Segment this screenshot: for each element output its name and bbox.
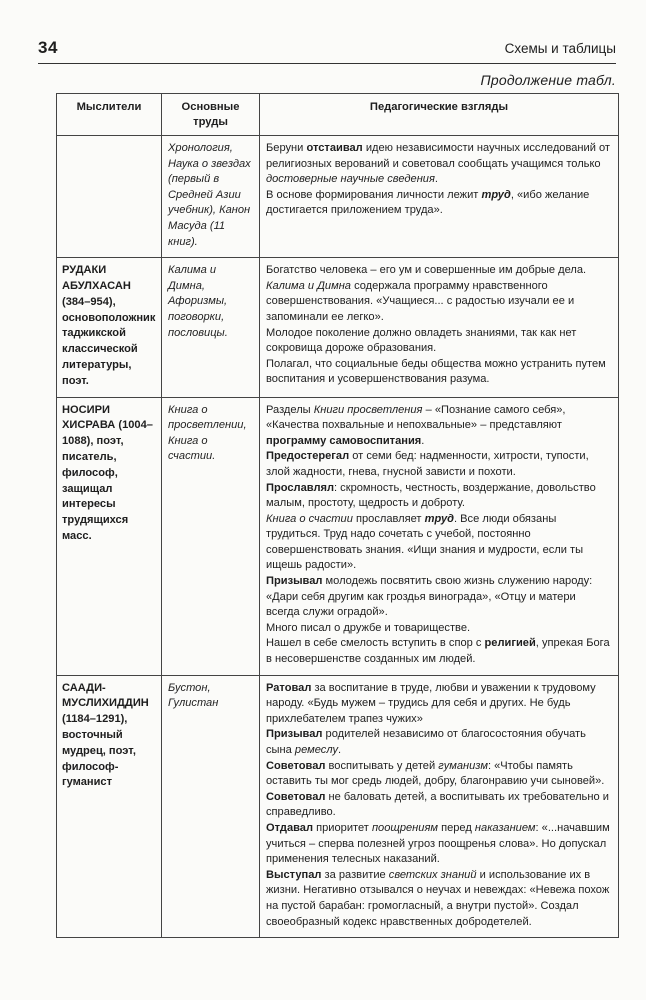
views-paragraph bbox=[266, 512, 612, 574]
views-text: наказанием bbox=[474, 821, 536, 834]
views-paragraph bbox=[266, 141, 612, 188]
thinkers-table bbox=[56, 93, 619, 938]
views-cell bbox=[260, 675, 619, 938]
views-text: Разделы bbox=[266, 403, 314, 416]
views-paragraph bbox=[266, 403, 612, 450]
views-text: В основе формирования личности лежит bbox=[266, 188, 482, 201]
views-text: Отдавал bbox=[266, 821, 314, 834]
views-paragraph bbox=[266, 263, 612, 279]
views-text: программу самовоспитания bbox=[266, 434, 422, 447]
table-continued-label: Продолжение табл. bbox=[480, 72, 616, 88]
column-header-works: Основные труды bbox=[162, 94, 260, 136]
views-text: труд bbox=[424, 512, 454, 525]
views-text: Молодое поколение должно овладеть знаниями, так как нет сокровища дороже образования. bbox=[266, 326, 577, 355]
views-paragraph bbox=[266, 574, 612, 621]
views-text: перед bbox=[438, 821, 475, 834]
running-head: Схемы и таблицы bbox=[504, 41, 616, 56]
views-paragraph bbox=[266, 357, 612, 388]
views-text: и использование их в жизни. Негативно отзывался о неучах и невеждах: «Невежа похож на пустой барабан: громогласный, а внутри пустой». Создал своеобразный кодекс нравственных добродетелей. bbox=[266, 868, 610, 928]
views-paragraph bbox=[266, 279, 612, 326]
views-text: : скромность, честность, воздержание, довольство малым, простоту, щедрость и доброту. bbox=[266, 481, 596, 510]
views-text: : «...начавшим учиться – сперва полезней угроз поощренья слова». Но допускал применения телесных наказаний. bbox=[266, 821, 610, 866]
views-cell bbox=[260, 136, 619, 258]
views-text: поощрениям bbox=[371, 821, 438, 834]
column-header-thinkers: Мыслители bbox=[57, 94, 162, 136]
table-row bbox=[57, 136, 619, 258]
views-text: идею независимости научных исследований от религиозных верований и советовал сообщать учащимся только bbox=[266, 142, 611, 170]
views-text: . bbox=[338, 744, 342, 756]
views-paragraph bbox=[266, 481, 612, 512]
views-text: Полагал, что социальные беды общества можно устранить путем воспитания и усовершенствования разума. bbox=[266, 357, 606, 386]
views-paragraph bbox=[266, 636, 612, 667]
thinker-cell: РУДАКИ АБУЛХАСАН (384–954), основоположник таджикской классической литературы, поэт. bbox=[57, 258, 162, 397]
views-text: воспитывать у детей bbox=[325, 759, 439, 772]
views-text: , «ибо желание достигается приложением труда». bbox=[266, 188, 590, 217]
views-text: . Все люди обязаны трудиться. Труд надо сочетать с учебой, постоянно совершенствовать знания. «Ищи знания и мудрости, если ты ищешь радости». bbox=[266, 512, 584, 572]
views-text: . bbox=[434, 173, 438, 186]
views-paragraph bbox=[266, 681, 612, 728]
views-paragraph bbox=[266, 759, 612, 790]
column-header-views: Педагогические взгляды bbox=[260, 94, 619, 136]
table-header-row bbox=[57, 94, 619, 136]
views-text: достоверные научные сведения bbox=[266, 173, 435, 186]
views-paragraph bbox=[266, 188, 612, 219]
works-cell: Калима и Димна, Афоризмы, поговорки, пословицы. bbox=[162, 258, 260, 397]
header-rule bbox=[38, 63, 616, 64]
views-paragraph bbox=[266, 868, 612, 930]
views-text: приоритет bbox=[313, 821, 372, 834]
page-number: 34 bbox=[38, 38, 58, 57]
views-text: молодежь посвятить свою жизнь служению народу: «Дари себя другим как гроздья винограда», «Отцу и матери всегда служи оградой». bbox=[266, 575, 593, 619]
views-text: гуманизм bbox=[438, 759, 488, 772]
views-cell bbox=[260, 397, 619, 675]
views-text: , упрекая Бога в несовершенстве созданных им людей. bbox=[266, 637, 610, 666]
views-paragraph bbox=[266, 727, 612, 758]
views-text: не баловать детей, а воспитывать их требовательно и справедливо. bbox=[266, 790, 609, 819]
views-text: Выступал bbox=[266, 868, 322, 881]
table-row bbox=[57, 675, 619, 938]
views-text: . bbox=[421, 434, 425, 447]
views-text: содержала программу нравственного совершенствования. «Учащиеся... с радостью изучали ее и запоминали ее легко». bbox=[266, 279, 575, 323]
views-text: Много писал о дружбе и товариществе. bbox=[266, 621, 471, 634]
views-text: ремеслу bbox=[294, 744, 338, 756]
views-text: религией bbox=[484, 637, 536, 650]
views-text: от семи бед: надменности, хитрости, тупости, злой жадности, гнева, гнусной зависти и похоти. bbox=[266, 450, 589, 478]
thinker-cell bbox=[57, 136, 162, 258]
views-text: : «Чтобы память оставить ты мог средь людей, добру, благонравию учи сыновей». bbox=[266, 759, 605, 788]
table-body bbox=[57, 136, 619, 938]
views-paragraph bbox=[266, 790, 612, 821]
views-text: Богатство человека – его ум и совершенные им добрые дела. bbox=[266, 264, 587, 277]
works-cell: Хронология, Наука о звездах (первый в Средней Азии учебник), Канон Масуда (11 книг). bbox=[162, 136, 260, 258]
views-text: труд bbox=[481, 188, 511, 201]
views-text: Советовал bbox=[266, 759, 326, 772]
thinker-cell: СААДИ-МУСЛИХИДДИН (1184–1291), восточный мудрец, поэт, философ-гуманист bbox=[57, 675, 162, 938]
views-text: Беруни bbox=[266, 142, 307, 154]
views-text: Ратовал bbox=[266, 681, 312, 694]
views-text: родителей независимо от благосостояния обучать сына bbox=[266, 728, 586, 756]
views-text: Прославлял bbox=[266, 481, 335, 494]
views-text: Призывал bbox=[266, 575, 323, 588]
views-text: Призывал bbox=[266, 728, 323, 741]
views-text: Калима и Димна bbox=[266, 279, 351, 292]
views-text: светских знаний bbox=[388, 868, 477, 881]
views-text: Книга о счастии bbox=[266, 512, 353, 525]
works-cell: Книга о просветлении, Книга о счастии. bbox=[162, 397, 260, 675]
views-paragraph bbox=[266, 449, 612, 480]
views-text: Советовал bbox=[266, 790, 326, 803]
views-cell bbox=[260, 258, 619, 397]
works-cell: Бустон, Гулистан bbox=[162, 675, 260, 938]
views-paragraph bbox=[266, 621, 612, 637]
views-paragraph bbox=[266, 326, 612, 357]
views-text: за развитие bbox=[321, 868, 389, 881]
thinker-cell: НОСИРИ ХИСРАВА (1004–1088), поэт, писатель, философ, защищал интересы трудящихся масс. bbox=[57, 397, 162, 675]
views-text: Книги просветления bbox=[313, 403, 423, 416]
table-row bbox=[57, 397, 619, 675]
views-text: Нашел в себе смелость вступить в спор с bbox=[266, 637, 485, 650]
table-row bbox=[57, 258, 619, 397]
views-text: прославляет bbox=[352, 512, 425, 525]
views-paragraph bbox=[266, 821, 612, 868]
views-text: Предостерегал bbox=[266, 450, 350, 463]
views-text: отстаивал bbox=[306, 142, 363, 154]
views-text: за воспитание в труде, любви и уважении к трудовому народу. «Будь мужем – трудись для себя и других. Не будь прихлебателем трапез чужих» bbox=[266, 681, 596, 725]
views-text: – «Познание самого себя», «Качества похвальные и непохвальные» – представляют bbox=[266, 403, 566, 432]
